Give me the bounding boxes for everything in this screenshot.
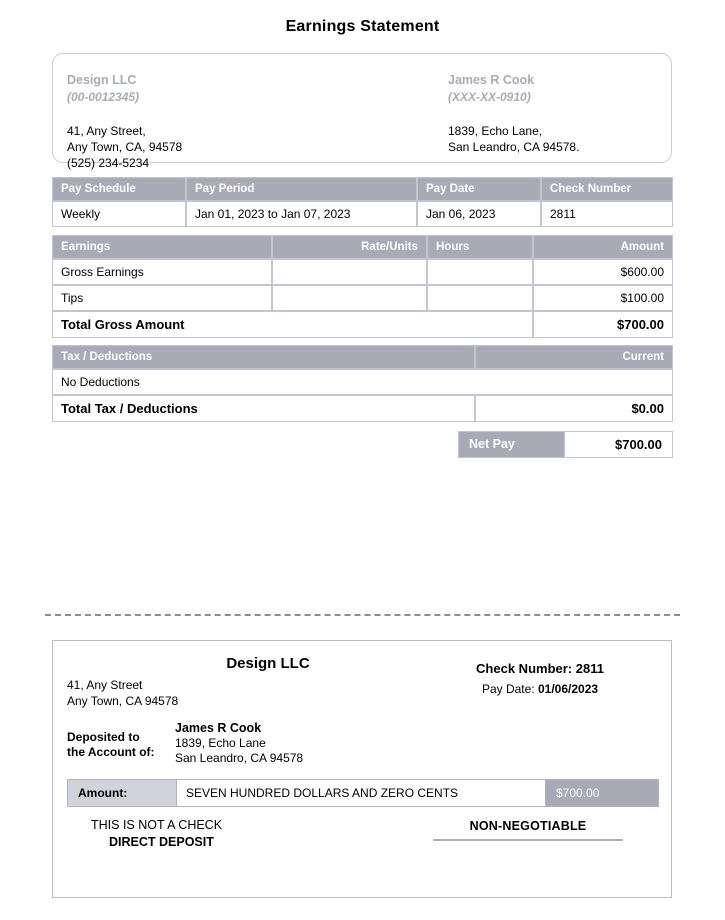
cell-earning-hours [427,285,533,311]
employee-name: James R Cook [448,73,535,87]
check-stub [52,640,672,898]
cell-earning-amount: $600.00 [533,259,673,285]
payee-address-line1: 1839, Echo Lane [175,736,266,750]
check-pay-date [425,682,655,696]
total-deductions-amount: $0.00 [475,395,673,422]
cell-earning-label: Tips [52,285,272,311]
total-deductions-label: Total Tax / Deductions [52,395,475,422]
deposited-label-line1: Deposited to [67,730,140,744]
employer-ein: (00-0012345) [67,90,140,104]
employee-ssn: (XXX-XX-0910) [448,90,531,104]
check-company-address [67,677,178,709]
cell-deduction-label: No Deductions [52,369,673,395]
table-total-row [52,311,673,338]
signature-line [433,839,623,841]
col-check-number: Check Number [541,177,673,201]
col-tax-deductions: Tax / Deductions [52,345,475,369]
cell-earning-rate [272,285,427,311]
pay-schedule-table [52,177,673,227]
employee-address-line2: San Leandro, CA 94578. [448,140,580,154]
employer-address-line2: Any Town, CA, 94578 [67,140,183,154]
employee-address [448,123,579,155]
tear-off-separator [45,614,680,616]
net-pay-label: Net Pay [459,432,564,457]
cell-pay-schedule: Weekly [52,201,186,227]
cell-earning-label: Gross Earnings [52,259,272,285]
col-amount: Amount [533,235,673,259]
check-meta [425,661,655,696]
check-amount-label: Amount: [68,780,176,806]
col-earnings: Earnings [52,235,272,259]
page-title: Earnings Statement [285,18,440,35]
check-pay-date-label: Pay Date: [481,682,535,696]
table-row [52,369,673,395]
cell-check-number: 2811 [541,201,673,227]
deposited-to-label [67,721,175,766]
deposited-label-line2: the Account of: [67,745,155,759]
employer-block [67,72,182,171]
col-pay-period: Pay Period [186,177,417,201]
address-panel [52,53,672,170]
non-negotiable-block [433,819,623,841]
table-header-row [52,177,673,201]
table-row [52,259,673,285]
col-rate-units: Rate/Units [272,235,427,259]
table-total-row [52,395,673,422]
col-pay-schedule: Pay Schedule [52,177,186,201]
cell-earning-rate [272,259,427,285]
net-pay-amount: $700.00 [564,432,672,457]
col-hours: Hours [427,235,533,259]
col-pay-date: Pay Date [417,177,541,201]
employee-block [448,72,579,155]
check-address-line2: Any Town, CA 94578 [67,694,179,708]
payee-name: James R Cook [175,721,262,735]
not-a-check-line2: DIRECT DEPOSIT [109,835,214,849]
table-header-row [52,345,673,369]
employee-address-line1: 1839, Echo Lane, [448,124,543,138]
payee-block [175,721,303,766]
employer-address [67,123,182,171]
employer-phone: (525) 234-5234 [67,156,150,170]
cell-pay-period: Jan 01, 2023 to Jan 07, 2023 [186,201,417,227]
check-number: Check Number: 2811 [476,661,604,676]
net-pay-row [458,431,673,458]
table-row [52,201,673,227]
total-gross-label: Total Gross Amount [52,311,533,338]
earnings-table [52,235,673,338]
employer-address-line1: 41, Any Street, [67,124,146,138]
check-amount-value: $700.00 [546,780,658,806]
employer-name: Design LLC [67,73,137,87]
table-header-row [52,235,673,259]
not-a-check-notice [91,817,222,851]
deposit-block [67,721,303,766]
deductions-table [52,345,673,422]
check-address-line1: 41, Any Street [67,678,143,692]
not-a-check-line1: THIS IS NOT A CHECK [91,818,223,832]
total-gross-amount: $700.00 [533,311,673,338]
cell-earning-hours [427,259,533,285]
check-company-name: Design LLC [226,655,310,672]
payee-address-line2: San Leandro, CA 94578 [175,751,304,765]
check-amount-words: SEVEN HUNDRED DOLLARS AND ZERO CENTS [176,780,546,806]
non-negotiable-text: NON-NEGOTIABLE [469,819,587,833]
col-current: Current [475,345,673,369]
check-pay-date-value: 01/06/2023 [537,682,599,696]
cell-earning-amount: $100.00 [533,285,673,311]
cell-pay-date: Jan 06, 2023 [417,201,541,227]
table-row [52,285,673,311]
check-amount-row [67,779,659,807]
